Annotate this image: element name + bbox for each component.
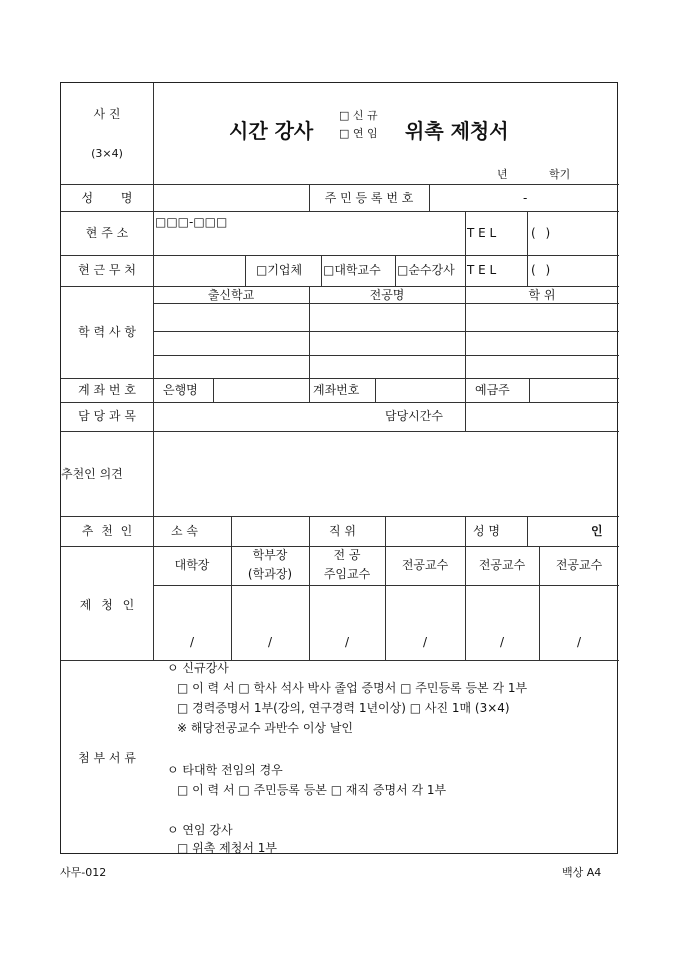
education-header-major: 전공명 — [369, 288, 405, 302]
semester-label: 학기 — [549, 168, 571, 181]
signature-slash: / — [499, 635, 505, 649]
proposer-header-division-head: 학부장 — [252, 548, 288, 562]
proposer-header-major: 전 공 — [333, 548, 361, 562]
form-code: 사무-012 — [60, 866, 107, 879]
signature-slash: / — [422, 635, 428, 649]
photo-label: 사 진 — [93, 107, 121, 121]
account-label: 계 좌 번 호 — [78, 383, 136, 397]
recommender-label: 추 천 인 — [81, 524, 133, 538]
title-right: 위촉 제청서 — [405, 119, 509, 143]
work-tel-label: T E L — [467, 263, 497, 277]
proposer-header-professor-1: 전공교수 — [401, 558, 449, 572]
attachments-new-line2: □ 경력증명서 1부(강의, 연구경력 1년이상) □ 사진 1매 (3×4) — [177, 701, 510, 715]
address-label: 현 주 소 — [85, 226, 129, 240]
option-professor: □대학교수 — [323, 263, 381, 277]
work-tel-value: ( ) — [531, 263, 551, 277]
course-label: 담 당 과 목 — [78, 409, 136, 423]
attachments-new-note: ※ 해당전공교수 과반수 이상 날인 — [177, 721, 354, 735]
attachments-new-title: ㅇ 신규강사 — [167, 661, 229, 675]
education-header-school: 출신학교 — [207, 288, 255, 302]
address-tel-value: ( ) — [531, 226, 551, 240]
account-holder-label: 예금주 — [475, 383, 510, 397]
education-header-degree: 학 위 — [528, 288, 556, 302]
attachments-label: 첨 부 서 류 — [78, 751, 136, 765]
signature-slash: / — [189, 635, 195, 649]
proposer-header-department-head: (학과장) — [247, 567, 293, 581]
signature-slash: / — [267, 635, 273, 649]
workplace-label: 현 근 무 처 — [78, 263, 136, 277]
signature-slash: / — [344, 635, 350, 649]
title-option-renew: □ 연 임 — [339, 127, 378, 140]
attachments-transfer-title: ㅇ 타대학 전임의 경우 — [167, 763, 283, 777]
account-number-label: 계좌번호 — [313, 383, 360, 397]
education-label: 학 력 사 항 — [78, 325, 136, 339]
zip-code: □□□-□□□ — [155, 215, 228, 229]
option-company: □기업체 — [256, 263, 303, 277]
paper-size: 백상 A4 — [562, 866, 602, 879]
year-label: 년 — [497, 168, 508, 181]
recommender-name-label: 성 명 — [473, 524, 500, 538]
proposer-header-professor-3: 전공교수 — [555, 558, 603, 572]
recommender-affiliation-label: 소 속 — [171, 524, 198, 538]
recommender-seal: 인 — [591, 524, 603, 538]
proposer-header-chief-professor: 주임교수 — [323, 567, 371, 581]
proposer-header-dean: 대학장 — [174, 558, 210, 572]
recommender-position-label: 직 위 — [329, 524, 356, 538]
title-option-new: □ 신 규 — [339, 109, 378, 122]
name-label: 성 명 — [81, 191, 133, 205]
opinion-label: 추천인 의견 — [61, 467, 123, 481]
proposer-label: 제 청 인 — [79, 598, 135, 612]
photo-size: (3×4) — [91, 147, 123, 160]
id-number-label: 주 민 등 록 번 호 — [324, 191, 414, 205]
attachments-renew-title: ㅇ 연임 강사 — [167, 823, 233, 837]
course-hours-label: 담당시간수 — [385, 409, 443, 423]
attachments-transfer-line1: □ 이 력 서 □ 주민등록 등본 □ 재직 증명서 각 1부 — [177, 783, 447, 797]
title-left: 시간 강사 — [229, 119, 314, 143]
signature-slash: / — [576, 635, 582, 649]
attachments-renew-line1: □ 위촉 제청서 1부 — [177, 841, 277, 855]
attachments-new-line1: □ 이 력 서 □ 학사 석사 박사 졸업 증명서 □ 주민등록 등본 각 1부 — [177, 681, 528, 695]
option-lecturer: □순수강사 — [397, 263, 455, 277]
address-tel-label: T E L — [467, 226, 497, 240]
bank-name-label: 은행명 — [163, 383, 198, 397]
id-number-separator: - — [523, 191, 528, 205]
proposer-header-professor-2: 전공교수 — [478, 558, 526, 572]
form-sheet — [60, 82, 618, 854]
